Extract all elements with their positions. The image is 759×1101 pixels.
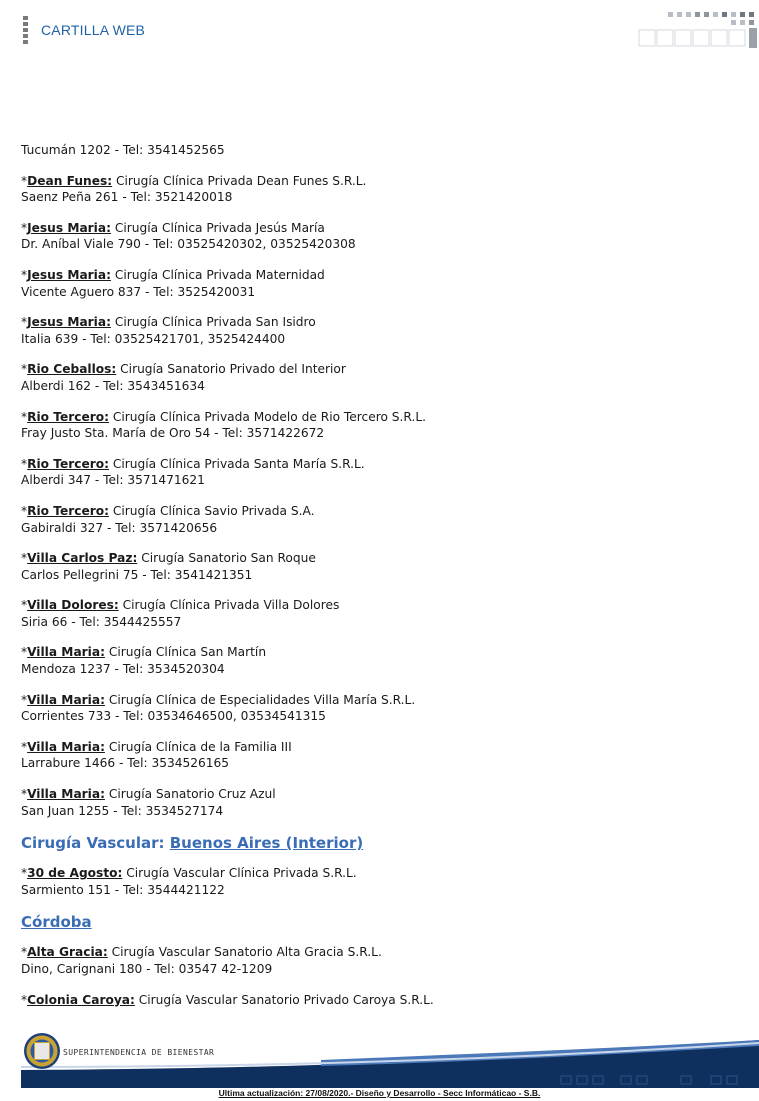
provider-name: Cirugía Clínica de la Familia III <box>108 739 292 754</box>
provider-address: Vicente Aguero 837 - Tel: 3525420031 <box>21 284 256 299</box>
provider-location: Rio Tercero: <box>27 503 109 518</box>
bullet-asterisk: * <box>21 267 28 282</box>
provider-line <box>21 786 741 803</box>
provider-line <box>21 739 741 756</box>
directory-content <box>21 142 741 1022</box>
provider-entry <box>21 503 741 536</box>
section-heading-cordoba <box>21 912 741 932</box>
address-line: Tucumán 1202 - Tel: 3541452565 <box>21 143 225 157</box>
bullet-asterisk: * <box>21 645 28 660</box>
provider-address: Alberdi 162 - Tel: 3543451634 <box>21 378 205 393</box>
provider-line <box>21 220 741 237</box>
provider-location: Villa Maria: <box>27 739 105 754</box>
bullet-asterisk: * <box>21 503 28 518</box>
provider-location: Villa Maria: <box>27 692 105 707</box>
last-updated-note: Ultima actualización: 27/08/2020.- Diseño y Desarrollo - Secc Informáticao - S.B. <box>218 1088 541 1098</box>
provider-entry <box>21 992 741 1009</box>
provider-address: Saenz Peña 261 - Tel: 3521420018 <box>21 190 233 205</box>
bullet-asterisk: * <box>21 866 28 881</box>
bullet-asterisk: * <box>21 598 28 613</box>
provider-name: Cirugía Clínica San Martín <box>108 645 267 660</box>
provider-address: San Juan 1255 - Tel: 3534527174 <box>21 803 224 818</box>
provider-address: Carlos Pellegrini 75 - Tel: 3541421351 <box>21 567 253 582</box>
bullet-asterisk: * <box>21 739 28 754</box>
provider-name: Cirugía Vascular Sanatorio Privado Caroya S.R.L. <box>138 992 434 1007</box>
provider-name: Cirugía Clínica Privada Villa Dolores <box>122 598 340 613</box>
header-title: CARTILLA WEB <box>41 22 146 38</box>
provider-entry <box>21 267 741 300</box>
organization-name: SUPERINTENDENCIA DE BIENESTAR <box>63 1048 215 1057</box>
provider-line <box>21 456 741 473</box>
provider-entry <box>21 597 741 630</box>
provider-address: Dino, Carignani 180 - Tel: 03547 42-1209 <box>21 962 273 976</box>
section-heading-vascular <box>21 833 741 853</box>
provider-name: Cirugía Clínica Savio Privada S.A. <box>112 503 315 518</box>
provider-entry <box>21 644 741 677</box>
heading-link-cordoba[interactable]: Córdoba <box>21 913 92 932</box>
bullet-asterisk: * <box>21 220 28 235</box>
bullet-asterisk: * <box>21 409 28 424</box>
entries-list <box>21 173 741 820</box>
institution-seal-icon <box>24 1033 60 1069</box>
provider-location: Jesus Maria: <box>27 267 111 282</box>
header-accent-bar <box>23 16 28 46</box>
provider-location: Colonia Caroya: <box>27 992 135 1007</box>
bullet-asterisk: * <box>21 173 28 188</box>
provider-name: Cirugía Clínica Privada San Isidro <box>114 315 316 330</box>
provider-name: Cirugía Sanatorio Cruz Azul <box>108 787 276 802</box>
provider-address: Gabiraldi 327 - Tel: 3571420656 <box>21 520 218 535</box>
provider-location: Rio Ceballos: <box>27 362 117 377</box>
bullet-asterisk: * <box>21 945 28 960</box>
provider-location: 30 de Agosto: <box>27 866 123 881</box>
provider-address: Larrabure 1466 - Tel: 3534526165 <box>21 756 230 771</box>
provider-address: Siria 66 - Tel: 3544425557 <box>21 614 182 629</box>
provider-entry <box>21 550 741 583</box>
entries-list <box>21 944 741 1008</box>
provider-address: Alberdi 347 - Tel: 3571471621 <box>21 473 205 488</box>
provider-entry <box>21 739 741 772</box>
heading-link-buenos-aires[interactable]: Buenos Aires (Interior) <box>169 834 364 853</box>
provider-name: Cirugía Sanatorio Privado del Interior <box>120 362 346 377</box>
provider-line <box>21 865 741 882</box>
provider-line <box>21 597 741 614</box>
provider-name: Cirugía Vascular Clínica Privada S.R.L. <box>126 866 357 881</box>
provider-entry <box>21 314 741 347</box>
provider-line <box>21 550 741 567</box>
provider-line <box>21 267 741 284</box>
provider-location: Alta Gracia: <box>27 945 108 960</box>
provider-name: Cirugía Clínica Privada Maternidad <box>114 267 325 282</box>
provider-line <box>21 692 741 709</box>
bullet-asterisk: * <box>21 362 28 377</box>
provider-location: Villa Maria: <box>27 645 105 660</box>
provider-location: Dean Funes: <box>27 173 113 188</box>
provider-address: Sarmiento 151 - Tel: 3544421122 <box>21 882 225 897</box>
provider-line <box>21 944 741 961</box>
provider-location: Villa Maria: <box>27 787 105 802</box>
provider-location: Villa Carlos Paz: <box>27 551 138 566</box>
header-decoration-icon <box>637 12 759 48</box>
bullet-asterisk: * <box>21 692 28 707</box>
page-footer <box>0 1030 759 1101</box>
provider-address: Corrientes 733 - Tel: 03534646500, 03534541315 <box>21 709 326 724</box>
provider-address: Dr. Aníbal Viale 790 - Tel: 03525420302, 03525420308 <box>21 237 356 252</box>
provider-entry <box>21 786 741 819</box>
provider-line <box>21 503 741 520</box>
provider-line <box>21 173 741 190</box>
bullet-asterisk: * <box>21 456 28 471</box>
provider-entry <box>21 220 741 253</box>
provider-name: Cirugía Clínica de Especialidades Villa María S.R.L. <box>108 692 416 707</box>
provider-line <box>21 314 741 331</box>
provider-line <box>21 409 741 426</box>
provider-location: Villa Dolores: <box>27 598 119 613</box>
provider-entry <box>21 456 741 489</box>
provider-name: Cirugía Clínica Privada Santa María S.R.L. <box>112 456 365 471</box>
provider-location: Rio Tercero: <box>27 409 109 424</box>
provider-name: Cirugía Vascular Sanatorio Alta Gracia S.R.L. <box>111 945 382 960</box>
provider-name: Cirugía Clínica Privada Jesús María <box>114 220 325 235</box>
provider-location: Rio Tercero: <box>27 456 109 471</box>
bullet-asterisk: * <box>21 787 28 802</box>
footer-band <box>21 1030 759 1088</box>
bullet-asterisk: * <box>21 992 28 1007</box>
provider-entry <box>21 409 741 442</box>
bullet-asterisk: * <box>21 551 28 566</box>
bullet-asterisk: * <box>21 315 28 330</box>
provider-line <box>21 992 741 1009</box>
provider-address: Fray Justo Sta. María de Oro 54 - Tel: 3571422672 <box>21 426 325 441</box>
provider-line <box>21 644 741 661</box>
provider-location: Jesus Maria: <box>27 220 111 235</box>
heading-prefix: Cirugía Vascular: <box>21 834 170 853</box>
provider-name: Cirugía Clínica Privada Dean Funes S.R.L. <box>115 173 367 188</box>
provider-address: Mendoza 1237 - Tel: 3534520304 <box>21 662 225 677</box>
provider-line <box>21 361 741 378</box>
provider-address: Italia 639 - Tel: 03525421701, 3525424400 <box>21 331 286 346</box>
page-header <box>0 0 759 60</box>
provider-entry <box>21 944 741 977</box>
provider-entry <box>21 173 741 206</box>
provider-entry <box>21 361 741 394</box>
entries-list <box>21 865 741 898</box>
provider-entry <box>21 692 741 725</box>
provider-entry <box>21 865 741 898</box>
provider-name: Cirugía Clínica Privada Modelo de Rio Tercero S.R.L. <box>112 409 426 424</box>
provider-location: Jesus Maria: <box>27 315 111 330</box>
provider-name: Cirugía Sanatorio San Roque <box>141 551 316 566</box>
